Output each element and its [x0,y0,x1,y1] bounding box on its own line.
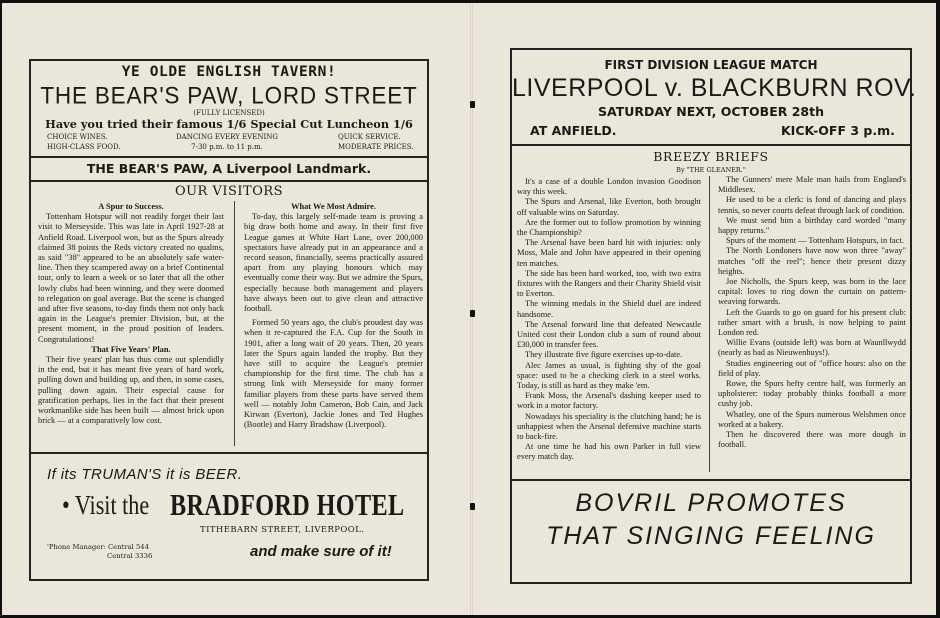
divider [512,144,910,146]
briefs-byline: By "THE GLEANER." [676,166,746,174]
paragraph: To-day, this largely self-made team is proving a big draw both home and away. In their first five League games at White Hart Lane, over 200,000 spectators have already put in an appearance and a record season, financially, seems practically assured apart from any playing honours which may eventually come their way. But we admire the Spurs, especially because both management and players have always been out to give clean and attractive football. [244,212,423,314]
tavern-col3: QUICK SERVICE. MODERATE PRICES. [338,133,414,151]
brief-item: Willie Evans (outside left) was born at Waunllwydd (nearly as bad as Nieuwenhuys!). [718,338,906,358]
brief-item: The North Londoners have now won three "away" matches "off the reel"; hence their present dizzy heights. [718,246,906,276]
brief-item: Whatley, one of the Spurs numerous Welshmen once worked at a bakery. [718,409,906,429]
brief-item: Alec James as usual, is fighting shy of the goal space: used to be a checking clerk in a steel works. Today, is still as hard as they make 'em. [517,360,701,391]
bovril-line-2: THAT SINGING FEELING [546,522,876,550]
right-page [473,3,936,615]
subheading: That Five Years' Plan. [91,344,171,354]
match-kickoff: KICK-OFF 3 p.m. [781,123,895,138]
brief-item: They illustrate five figure exercises up-to-date. [525,350,683,360]
hotel-name: BRADFORD HOTEL [170,487,405,522]
tavern-licence: (FULLY LICENSED) [193,109,265,117]
match-teams: LIVERPOOL v. BLACKBURN ROV. [512,74,917,102]
visitors-column-2 [244,202,423,446]
league-title: FIRST DIVISION LEAGUE MATCH [604,58,818,72]
visitors-column-1 [38,202,224,446]
brief-item: Left the Guards to go on guard for his present club: rather smart with a brush, is now helping to paint London red. [718,307,906,338]
visitors-heading: OUR VISITORS [174,184,284,199]
brief-item: It's a case of a double London invasion Goodison way this week. [517,177,701,197]
tavern-name: THE BEAR'S PAW, LORD STREET [40,82,418,109]
brief-item: The Gunners' mere Male man hails from England's Middlesex. [718,175,906,195]
brief-item: The winning medals in the Shield duel are indeed handsome. [517,299,701,319]
brief-item: Joe Nicholls, the Spurs keep, was born in the lace capital: loves to ring down the curtain on pattern-weaving forwards. [718,277,906,307]
brief-item: We must send him a birthday card worded "many happy returns." [718,215,906,236]
brief-item: Frank Moss, the Arsenal's dashing keeper used to work in a motor factory. [517,391,701,411]
briefs-column-1 [517,177,701,472]
divider [31,452,427,454]
tavern-col2: DANCING EVERY EVENING 7-30 p.m. to 11 p.m. [176,133,278,151]
programme-spread [2,3,936,615]
brief-item: Are the former out to follow promotion by winning the Championship? [517,217,701,238]
brief-item: Rowe, the Spurs hefty centre half, was formerly an upholsterer: today probably thinks football a more cushy job. [718,379,906,409]
hotel-address: TITHEBARN STREET, LIVERPOOL. [200,525,365,535]
divider [31,156,427,158]
tavern-landmark: THE BEAR'S PAW, A Liverpool Landmark. [86,161,372,176]
tavern-title: YE OLDE ENGLISH TAVERN! [121,64,337,80]
truman-slogan: If its TRUMAN'S it is BEER. [47,466,243,483]
column-rule [709,176,710,472]
divider [512,479,910,481]
brief-item: The Arsenal have been hard hit with injuries: only Moss, Male and John have appeared in their opening ten matches. [517,238,701,268]
brief-item: The Arsenal forward line that defeated Newcastle United cost their London club a sum of round about £30,000 in transfer fees. [517,319,701,350]
brief-item: Spurs of the moment — Tottenham Hotspurs, in fact. [726,236,904,246]
brief-item: The side has been hard worked, too, with two extra fixtures with the Rangers and their Charity Shield visit to Everton. [517,268,701,299]
brief-item: The Spurs and Arsenal, like Everton, both brought off valuable wins on Saturday. [517,197,701,217]
paragraph: Formed 50 years ago, the club's proudest day was when it re-captured the F.A. Cup for the South in 1901, after a long wait of 20 years. Then, 20 years later the Spurs again landed the trophy. But they have still to acquire the League's premier championship for the first time. The club has a strong link with Merseyside for many former familiar players from these parts have served them well — notably John Cameron, Bob Cain, and Jack Kirwan (Everton), Jackie Jones and Ted Hughes (Bootle) and Harry Bradshaw (Liverpool). [244,318,423,430]
tavern-luncheon: Have you tried their famous 1/6 Special Cut Luncheon 1/6 [45,117,413,131]
column-rule [234,201,235,446]
subheading: A Spur to Success. [98,202,164,211]
brief-item: He used to be a clerk: is fond of dancing and plays tennis, so never courts defeat through lack of condition. [718,195,906,215]
brief-item: Studies engineering out of "office hours: also on the field of play. [718,358,906,378]
match-date: SATURDAY NEXT, OCTOBER 28th [597,104,824,119]
left-page [2,3,470,615]
hotel-tagline: and make sure of it! [250,543,392,560]
visit-text: • Visit the [62,490,150,520]
briefs-column-2 [718,175,906,472]
brief-item: Nowadays his speciality is the clutching hand; he is unhappiest when the Arsenal defensive machine starts to back-fire. [517,411,701,442]
match-venue: AT ANFIELD. [530,123,617,138]
brief-item: At one time he had his own Parker in full view every match day. [517,442,701,462]
paragraph: Tottenham Hotspur will not readily forget their last visit to Merseyside. This was late in April 1927-28 at Anfield Road. Liverpool won, but as the Spurs already claimed 38 points the Reds victory created no qualms, as said "38" appeared to be an absolutely safe water-line. Then they scampered away on a brief Continental tour, only to learn a week or so later that all the other lowly clubs had been winning, and they were doomed to relegation on goal average. But the scene is changed and after five seasons, to-day finds them not only back again in the League's premier Division, but, at the present moment, in the proud position of leaders. Congratulations! [38,212,224,344]
divider [31,180,427,182]
subheading: What We Most Admire. [291,202,376,211]
hotel-phone: 'Phone Manager: Central 544 Central 3336 [47,543,153,560]
paragraph: Their five years' plan has thus come out splendidly in the end, but it has meant five years of hard work, pulling down and building up, and then, in some cases, pulling down again. Their especial cause for gratification perhaps, lies in the fact that their present workmanlike side has been built — almost brick upon brick — at a comparatively low cost. [38,355,224,426]
tavern-col1: CHOICE WINES. HIGH-CLASS FOOD. [47,133,121,151]
brief-item: Then he discovered there was more dough in football. [718,430,906,450]
bovril-line-1: BOVRIL PROMOTES [575,489,847,517]
briefs-heading: BREEZY BRIEFS [653,149,769,164]
